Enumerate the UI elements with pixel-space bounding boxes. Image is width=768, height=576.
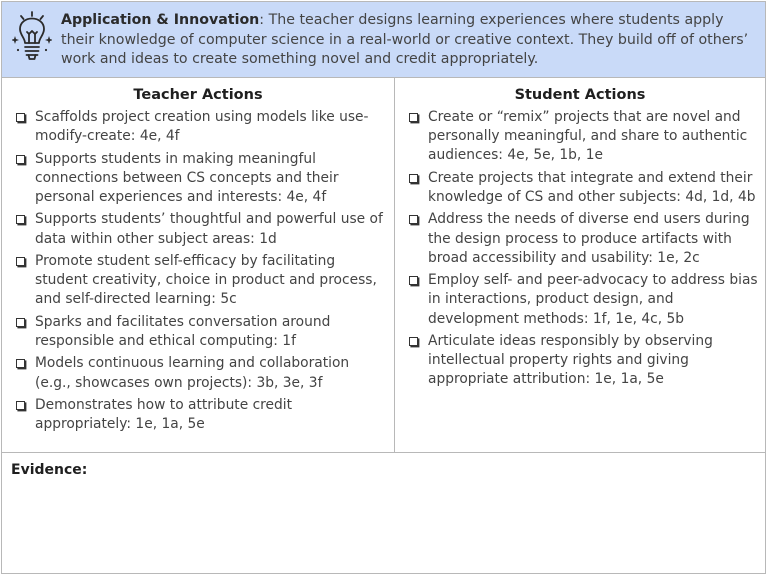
checklist-item-text: Demonstrates how to attribute credit appropriately: 1e, 1a, 5e [35,396,293,433]
student-actions-list [395,108,765,390]
checkbox-icon[interactable] [16,318,25,327]
checklist-item-text: Supports students’ thoughtful and powerful use of data within other subject areas: 1d [35,211,383,247]
checklist-item-text: Models continuous learning and collaboration (e.g., showcases own projects): 3b, 3e, 3f [35,355,350,391]
checkbox-icon[interactable] [409,174,418,183]
checkbox-icon[interactable] [409,337,418,346]
student-actions-column [395,78,765,452]
teacher-actions-column [2,78,395,452]
evidence-section[interactable] [2,453,765,573]
teacher-actions-list [2,108,394,434]
evidence-label: Evidence: [11,462,88,478]
checklist-item-text: Create or “remix” projects that are novel and personally meaningful, and share to authentic audiences: 4e, 5e, 1b, 1e [428,109,748,164]
checkbox-icon[interactable] [409,276,418,285]
student-actions-heading: Student Actions [514,87,646,103]
checklist-item [409,210,761,268]
checklist-item [409,271,761,329]
checkbox-icon[interactable] [16,155,25,164]
lightbulb-idea-icon [12,10,52,64]
checkbox-icon[interactable] [409,113,418,122]
checkbox-icon[interactable] [16,359,25,368]
checklist-item [16,354,388,392]
checkbox-icon[interactable] [16,401,25,410]
actions-table [2,78,765,453]
checklist-item [409,169,761,207]
strand-title: Application & Innovation [61,12,260,28]
checklist-item [409,332,761,390]
teacher-actions-heading: Teacher Actions [133,87,263,103]
checklist-item-text: Sparks and facilitates conversation around responsible and ethical computing: 1f [35,313,331,349]
checkbox-icon[interactable] [409,215,418,224]
checklist-item [16,210,388,248]
checklist-item-text: Create projects that integrate and extend their knowledge of CS and other subjects: 4d, 1d, 4b [428,169,756,205]
checklist-item-text: Promote student self-efficacy by facilitating student creativity, choice in product and process, and self-directed learning: 5c [35,252,377,308]
checklist-item [16,313,388,351]
header-description-block [61,11,761,70]
header-banner [2,2,765,78]
checklist-item [16,252,388,310]
checkbox-icon[interactable] [16,257,25,266]
strand-description: : The teacher designs learning experiences where students apply their knowledge of computer science in a real-world or creative context. They build off of others’ work and ideas to create something novel and credit appropriately. [61,12,749,67]
checkbox-icon[interactable] [16,215,25,224]
checklist-item-text: Scaffolds project creation using models like use-modify-create: 4e, 4f [35,109,369,145]
checkbox-icon[interactable] [16,113,25,122]
checklist-item [16,108,388,146]
checklist-item-text: Supports students in making meaningful connections between CS concepts and their personal experiences and interests: 4e, 4f [35,150,339,205]
checklist-item [409,108,761,166]
checklist-item-text: Articulate ideas responsibly by observing intellectual property rights and giving appropriate attribution: 1e, 1a, 5e [428,332,713,388]
checklist-item-text: Address the needs of diverse end users during the design process to produce artifacts with broad accessibility and usability: 1e, 2c [428,211,750,266]
checklist-item [16,150,388,208]
rubric-page [1,1,766,574]
checklist-item [16,396,388,434]
checklist-item-text: Employ self- and peer-advocacy to address bias in interactions, product design, and development methods: 1f, 1e, 4c, 5b [428,272,758,327]
